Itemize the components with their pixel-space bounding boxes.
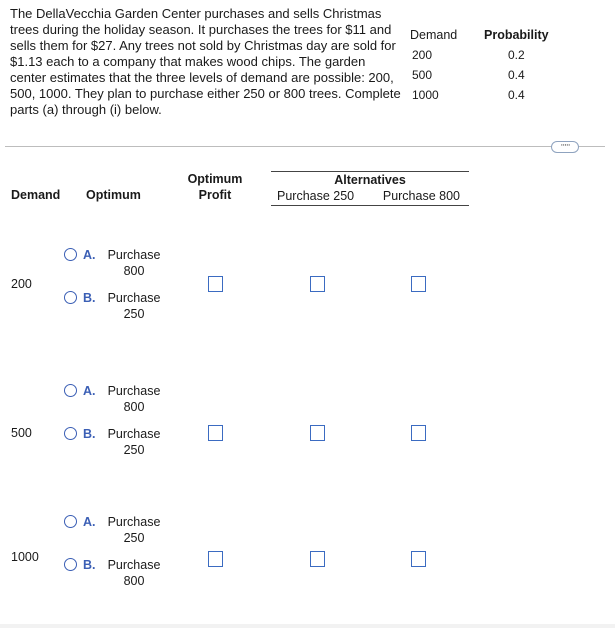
option-label xyxy=(106,290,162,322)
prob-table-probability-header: Probability xyxy=(484,28,549,42)
row-demand-label: 500 xyxy=(11,426,32,440)
optimum-profit-header-line2: Profit xyxy=(198,188,232,202)
alternatives-header: Alternatives xyxy=(334,173,406,187)
row3-option-b[interactable] xyxy=(64,557,162,589)
expand-more-button[interactable]: ····· xyxy=(551,141,579,153)
row1-option-a[interactable] xyxy=(64,247,162,279)
prob-table-row xyxy=(410,85,549,105)
option-label-line1: Purchase xyxy=(107,515,161,529)
radio-icon[interactable] xyxy=(64,291,77,304)
row2-optimum-profit-input[interactable] xyxy=(208,425,223,441)
prob-table-prob-cell: 0.2 xyxy=(507,48,525,62)
option-label-line2: 250 xyxy=(123,531,145,545)
prob-table-demand-cell: 200 xyxy=(412,48,433,62)
purchase-800-header: Purchase 800 xyxy=(382,189,460,203)
option-label-line1: Purchase xyxy=(107,558,161,572)
option-label-line2: 800 xyxy=(123,400,145,414)
optimum-profit-header-line1: Optimum xyxy=(187,172,243,186)
section-divider xyxy=(5,146,605,147)
radio-icon[interactable] xyxy=(64,427,77,440)
row3-optimum-profit-input[interactable] xyxy=(208,551,223,567)
option-label-line2: 800 xyxy=(123,264,145,278)
radio-icon[interactable] xyxy=(64,248,77,261)
row3-purchase-250-input[interactable] xyxy=(310,551,325,567)
row2-option-a[interactable] xyxy=(64,383,162,415)
option-letter: B. xyxy=(83,427,96,441)
radio-icon[interactable] xyxy=(64,384,77,397)
row2-option-b[interactable] xyxy=(64,426,162,458)
prob-table-row xyxy=(410,65,549,85)
option-label-line1: Purchase xyxy=(107,291,161,305)
option-label-line2: 800 xyxy=(123,574,145,588)
row-demand-label: 200 xyxy=(11,277,32,291)
alternatives-header-group xyxy=(271,171,469,206)
option-letter: A. xyxy=(83,384,96,398)
row1-optimum-profit-input[interactable] xyxy=(208,276,223,292)
row1-purchase-800-input[interactable] xyxy=(411,276,426,292)
prob-table-demand-cell: 1000 xyxy=(412,88,439,102)
prob-table-prob-cell: 0.4 xyxy=(507,88,525,102)
problem-statement: The DellaVecchia Garden Center purchases and sells Christmas trees during the holiday season. It purchases the trees for $11 and sells them for $27. Any trees not sold by Christmas day are sold for $1.13 each to a company that makes wood chips. The garden center estimates that the three levels of demand are possible: 200, 500, 1000. They plan to purchase either 250 or 800 trees. Complete parts (a) through (i) below. xyxy=(10,6,401,117)
optimum-column-header: Optimum xyxy=(86,188,141,202)
row1-option-b[interactable] xyxy=(64,290,162,322)
option-letter: A. xyxy=(83,248,96,262)
prob-table-demand-cell: 500 xyxy=(412,68,433,82)
prob-table-row xyxy=(410,45,549,65)
radio-icon[interactable] xyxy=(64,515,77,528)
option-label-line1: Purchase xyxy=(107,427,161,441)
demand-column-header: Demand xyxy=(11,188,61,202)
option-letter: A. xyxy=(83,515,96,529)
demand-probability-table xyxy=(410,25,549,105)
row2-purchase-250-input[interactable] xyxy=(310,425,325,441)
option-label xyxy=(106,557,162,589)
row3-purchase-800-input[interactable] xyxy=(411,551,426,567)
row-demand-label: 1000 xyxy=(11,550,39,564)
prob-table-prob-cell: 0.4 xyxy=(507,68,525,82)
radio-icon[interactable] xyxy=(64,558,77,571)
option-letter: B. xyxy=(83,558,96,572)
option-label xyxy=(106,426,162,458)
option-label-line1: Purchase xyxy=(107,248,161,262)
option-label-line2: 250 xyxy=(123,307,145,321)
option-letter: B. xyxy=(83,291,96,305)
option-label xyxy=(106,383,162,415)
row3-option-a[interactable] xyxy=(64,514,162,546)
optimum-profit-column-header xyxy=(183,171,247,203)
option-label xyxy=(106,247,162,279)
prob-table-demand-header: Demand xyxy=(410,28,458,42)
row1-purchase-250-input[interactable] xyxy=(310,276,325,292)
row2-purchase-800-input[interactable] xyxy=(411,425,426,441)
option-label-line2: 250 xyxy=(123,443,145,457)
option-label xyxy=(106,514,162,546)
bottom-edge xyxy=(0,624,615,628)
purchase-250-header: Purchase 250 xyxy=(277,189,355,203)
option-label-line1: Purchase xyxy=(107,384,161,398)
